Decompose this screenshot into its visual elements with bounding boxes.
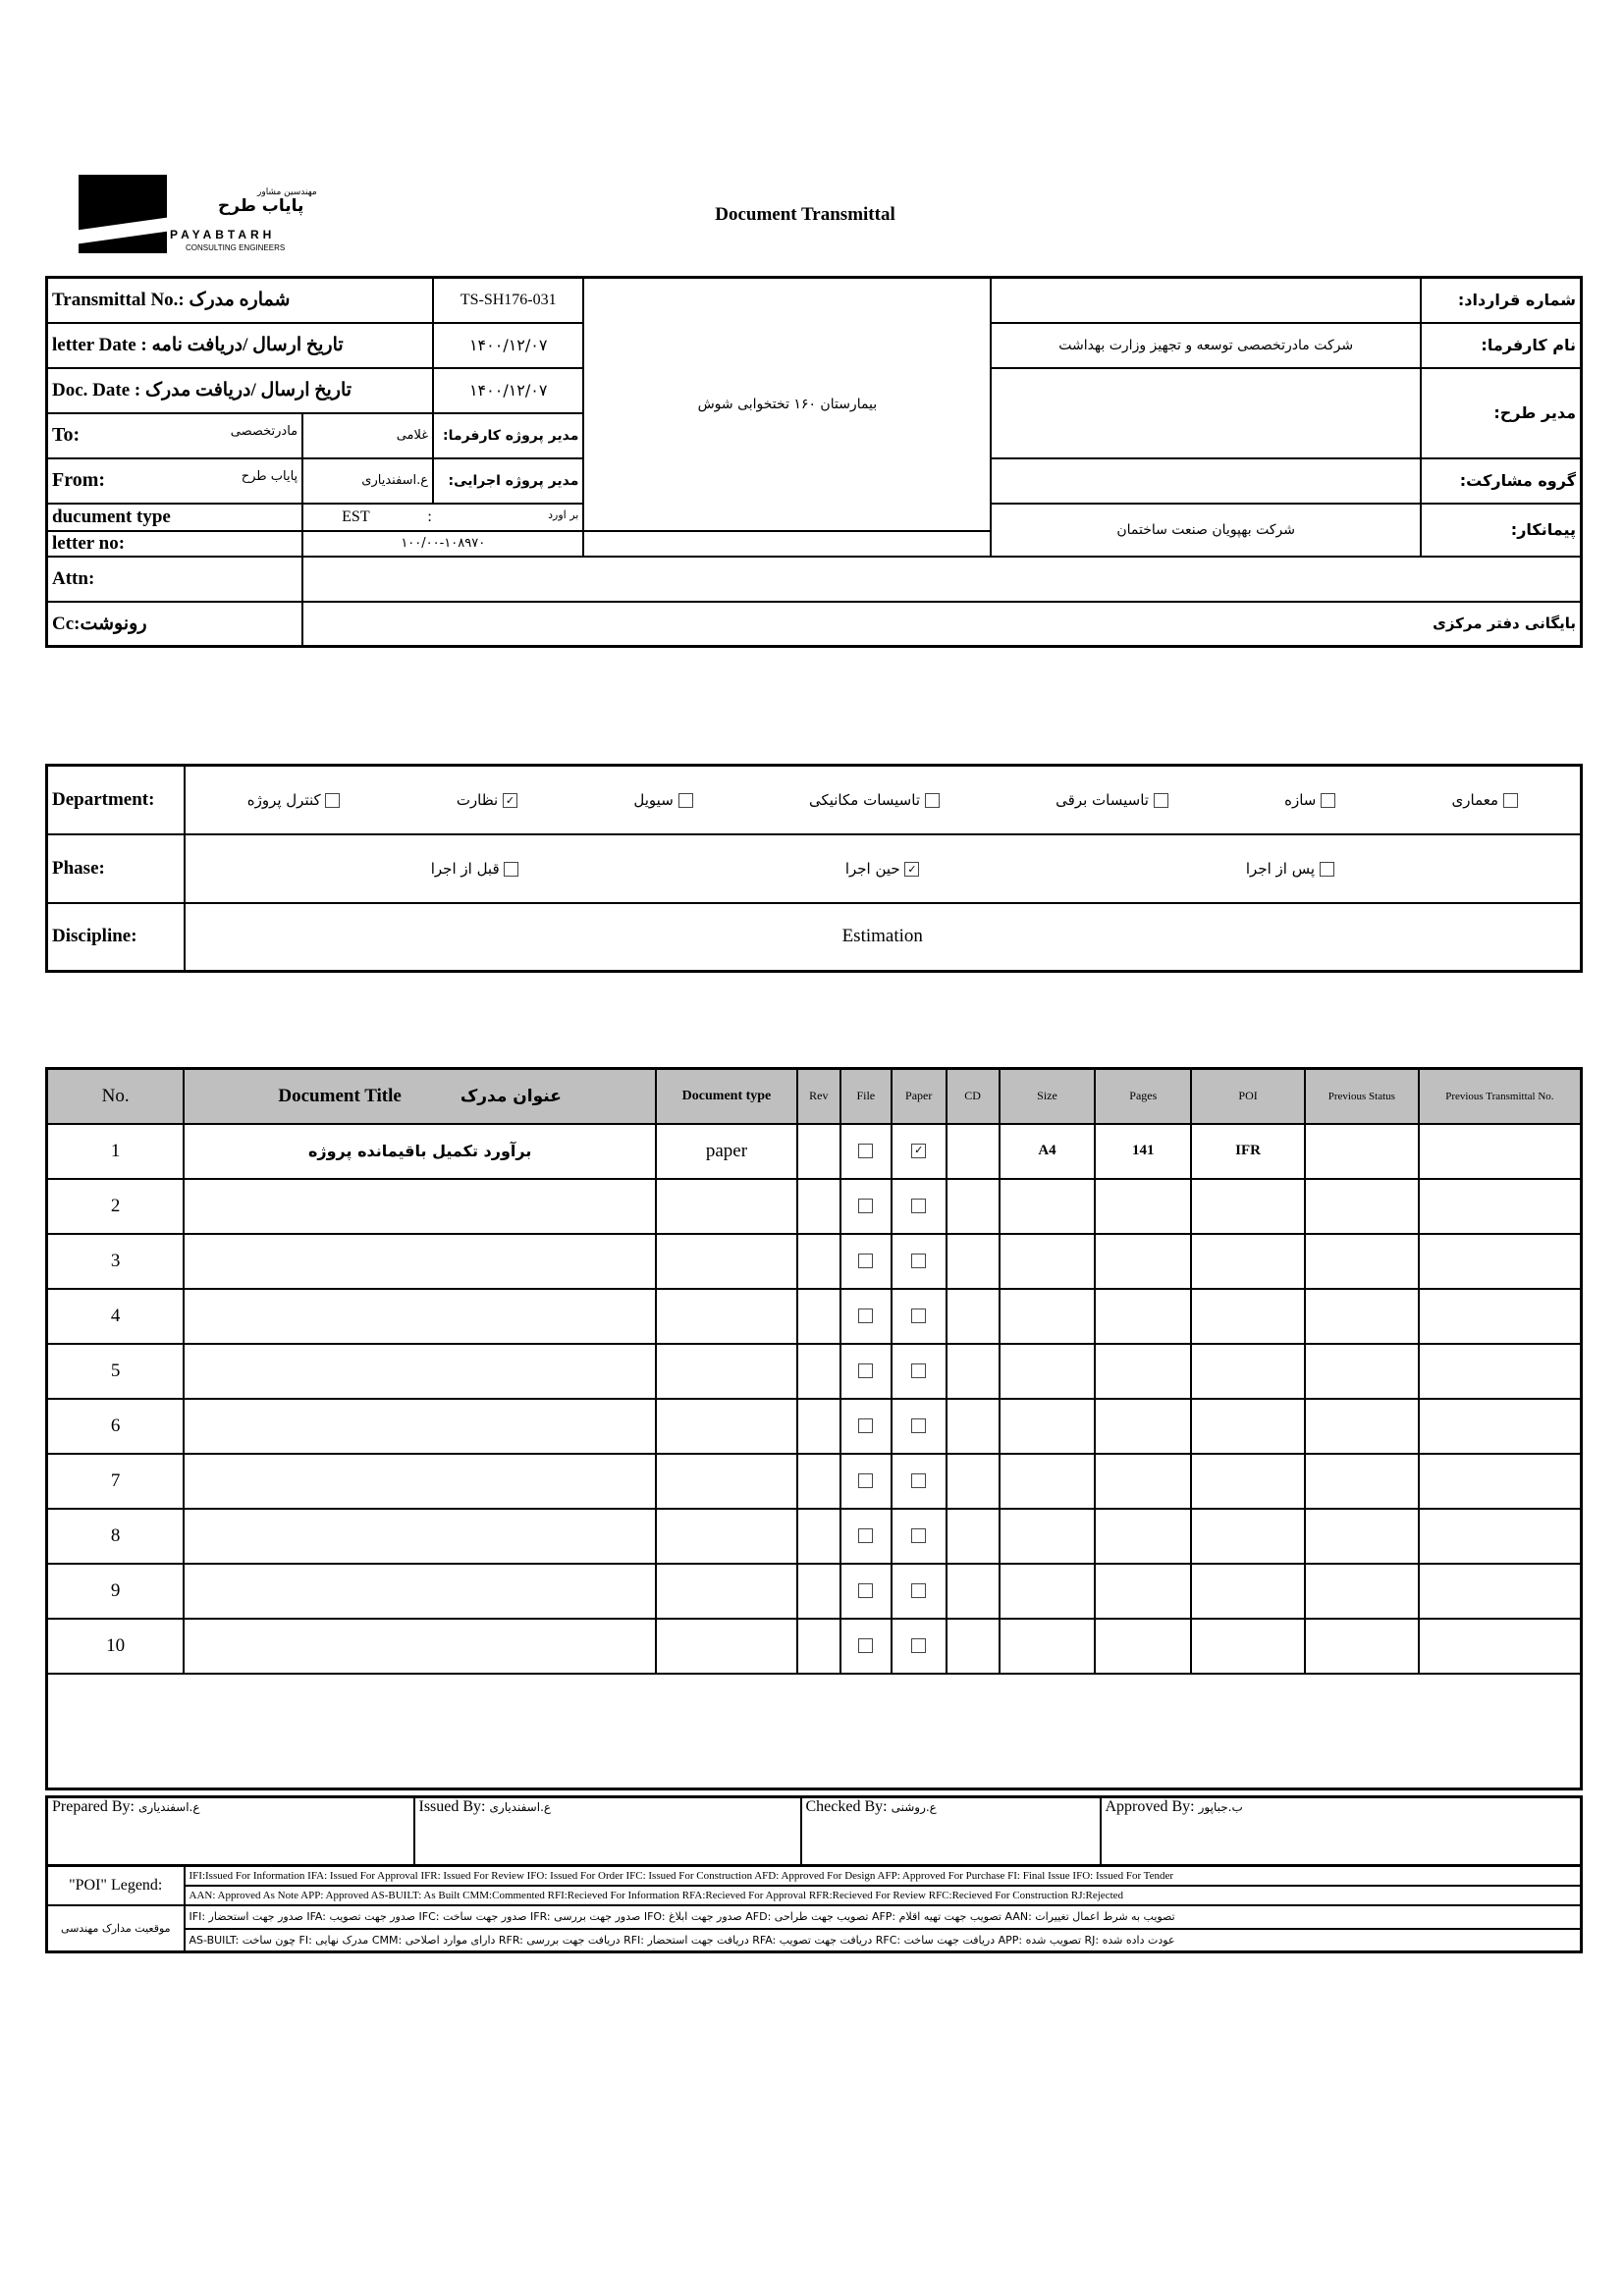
attn-label: Attn:	[47, 557, 303, 602]
row-cd	[947, 1124, 1000, 1179]
table-row	[47, 1234, 1582, 1289]
table-row	[47, 1344, 1582, 1399]
row-poi: IFR	[1191, 1124, 1305, 1179]
issued-by: Issued By: ع.اسفندیاری	[414, 1797, 801, 1866]
client-pm-label: مدیر پروژه کارفرما:	[433, 413, 583, 458]
table-row	[47, 1179, 1582, 1234]
row-pages: 141	[1095, 1124, 1191, 1179]
row-rev	[797, 1399, 840, 1454]
client-name-value: شرکت مادرتخصصی توسعه و تجهیز وزارت بهداشت	[991, 323, 1421, 368]
row-file	[840, 1179, 892, 1234]
department-option[interactable]: تاسیسات برقی	[1056, 791, 1168, 809]
department-option[interactable]: کنترل پروژه	[247, 791, 341, 809]
row-paper	[892, 1619, 947, 1674]
logo-en-subtitle: CONSULTING ENGINEERS	[186, 243, 286, 252]
row-cd	[947, 1399, 1000, 1454]
row-rev	[797, 1179, 840, 1234]
row-doc-type	[656, 1179, 797, 1234]
row-cd	[947, 1289, 1000, 1344]
row-doc-type: paper	[656, 1124, 797, 1179]
checkbox[interactable]	[858, 1528, 873, 1543]
partnership-value	[991, 458, 1421, 504]
checkbox[interactable]	[858, 1473, 873, 1488]
row-title	[184, 1509, 656, 1564]
row-rev	[797, 1234, 840, 1289]
doc-type-fa: بر اورد	[548, 507, 579, 521]
doc-type-code: EST	[342, 507, 370, 525]
row-paper	[892, 1234, 947, 1289]
row-prev-transmittal	[1419, 1344, 1582, 1399]
row-paper	[892, 1344, 947, 1399]
row-size	[1000, 1234, 1096, 1289]
row-file	[840, 1564, 892, 1619]
cc-label: Cc:رونوشت	[47, 602, 303, 647]
checkbox[interactable]	[911, 1199, 926, 1213]
info-table	[45, 276, 1583, 648]
row-cd	[947, 1454, 1000, 1509]
checkbox[interactable]	[678, 793, 693, 808]
row-pages	[1095, 1399, 1191, 1454]
approved-by: Approved By: ب.جباپور	[1101, 1797, 1582, 1866]
checkbox[interactable]	[858, 1144, 873, 1158]
row-file	[840, 1619, 892, 1674]
row-size	[1000, 1179, 1096, 1234]
row-poi	[1191, 1289, 1305, 1344]
row-poi	[1191, 1234, 1305, 1289]
doc-date-label: Doc. Date : تاریخ ارسال /دریافت مدرک	[47, 368, 434, 413]
documents-table	[45, 1067, 1583, 1790]
logo-en-name: PAYABTARH	[170, 228, 276, 241]
contractor-value: شرکت بهپویان صنعت ساختمان	[991, 504, 1421, 557]
row-prev-status	[1305, 1124, 1419, 1179]
row-paper	[892, 1179, 947, 1234]
row-doc-type	[656, 1619, 797, 1674]
row-file	[840, 1509, 892, 1564]
table-row	[47, 1289, 1582, 1344]
letter-no-label: letter no:	[47, 531, 303, 557]
table-row	[47, 1124, 1582, 1179]
row-pages	[1095, 1564, 1191, 1619]
to-label: To: مادرتخصصی	[47, 413, 303, 458]
row-prev-status	[1305, 1289, 1419, 1344]
row-file	[840, 1124, 892, 1179]
project-name: بیمارستان ۱۶۰ تختخوابی شوش	[583, 278, 991, 531]
row-title	[184, 1344, 656, 1399]
col-prev-status: Previous Status	[1305, 1069, 1419, 1124]
row-size	[1000, 1509, 1096, 1564]
from-value: پایاب طرح	[241, 469, 298, 484]
row-prev-transmittal	[1419, 1399, 1582, 1454]
legend-line-2: AAN: Approved As Note APP: Approved AS-BUILT: As Built CMM:Commented RFI:Recieved For Information RFA:Recieved For Approval RFR:Recieved For Review RFC:Recieved For Construction RJ:Rejected	[185, 1886, 1582, 1905]
col-no: No.	[47, 1069, 185, 1124]
row-prev-status	[1305, 1344, 1419, 1399]
cc-value: بایگانی دفتر مرکزی	[302, 602, 1581, 647]
row-pages	[1095, 1179, 1191, 1234]
row-file	[840, 1454, 892, 1509]
row-poi	[1191, 1344, 1305, 1399]
row-prev-status	[1305, 1179, 1419, 1234]
row-cd	[947, 1234, 1000, 1289]
department-label: Department:	[47, 766, 185, 834]
checkbox[interactable]	[1321, 793, 1335, 808]
transmittal-no-value: TS-SH176-031	[433, 278, 583, 323]
checkbox[interactable]	[858, 1308, 873, 1323]
discipline-value: Estimation	[185, 903, 1582, 972]
fa-legend-label: موقعیت مدارک مهندسی	[47, 1905, 185, 1952]
row-number: 8	[47, 1509, 185, 1564]
phase-options	[185, 834, 1582, 903]
row-title	[184, 1234, 656, 1289]
col-size: Size	[1000, 1069, 1096, 1124]
row-number: 7	[47, 1454, 185, 1509]
discipline-label: Discipline:	[47, 903, 185, 972]
fa-legend-line-2: AS-BUILT: چون ساخت FI: مدرک نهایی CMM: دارای موارد اصلاحی RFR: دریافت جهت بررسی RFI: دریافت جهت استحضار RFA: دریافت جهت تصویب RFC: دریافت جهت ساخت APP: تصویب شده RJ: عودت داده شده	[185, 1929, 1582, 1952]
logo-fa-subtitle: مهندسین مشاور	[257, 187, 317, 197]
row-rev	[797, 1344, 840, 1399]
letter-no-value: ۱۰۰/۰۰-۱۰۸۹۷۰	[302, 531, 583, 557]
row-prev-status	[1305, 1234, 1419, 1289]
checkbox[interactable]	[911, 1583, 926, 1598]
row-number: 2	[47, 1179, 185, 1234]
checkbox-checked[interactable]: ✓	[911, 1144, 926, 1158]
department-option[interactable]: تاسیسات مکانیکی	[809, 791, 940, 809]
row-prev-transmittal	[1419, 1124, 1582, 1179]
partnership-label: گروه مشارکت:	[1421, 458, 1582, 504]
table-row	[47, 1509, 1582, 1564]
row-rev	[797, 1454, 840, 1509]
col-paper: Paper	[892, 1069, 947, 1124]
row-prev-transmittal	[1419, 1454, 1582, 1509]
row-number: 4	[47, 1289, 185, 1344]
checked-by: Checked By: ع.روشنی	[801, 1797, 1101, 1866]
poi-legend-label: "POI" Legend:	[47, 1866, 185, 1905]
row-rev	[797, 1289, 840, 1344]
department-option[interactable]: ✓ نظارت	[457, 791, 517, 809]
row-title	[184, 1399, 656, 1454]
row-prev-status	[1305, 1619, 1419, 1674]
plan-manager-value	[991, 368, 1421, 458]
checkbox[interactable]	[858, 1363, 873, 1378]
contract-no-value	[991, 278, 1421, 323]
row-title	[184, 1454, 656, 1509]
doc-date-value: ۱۴۰۰/۱۲/۰۷	[433, 368, 583, 413]
row-doc-type	[656, 1454, 797, 1509]
from-label: From: پایاب طرح	[47, 458, 303, 504]
transmittal-no-label: Transmittal No.: شماره مدرک	[47, 278, 434, 323]
row-title: برآورد تکمیل باقیمانده پروژه	[184, 1124, 656, 1179]
col-title: Document Title عنوان مدرک	[184, 1069, 656, 1124]
checkbox[interactable]	[858, 1638, 873, 1653]
col-pages: Pages	[1095, 1069, 1191, 1124]
row-size	[1000, 1619, 1096, 1674]
col-cd: CD	[947, 1069, 1000, 1124]
row-number: 10	[47, 1619, 185, 1674]
fa-legend-line-1: IFI: صدور جهت استحضار IFA: صدور جهت تصویب IFC: صدور جهت ساخت IFR: صدور جهت بررسی IFO: صدور جهت ابلاغ AFD: تصویب جهت طراحی AFP: تصویب جهت تهیه اقلام AAN: تصویب به شرط اعمال تغییرات	[185, 1905, 1582, 1929]
row-cd	[947, 1344, 1000, 1399]
row-poi	[1191, 1619, 1305, 1674]
row-size	[1000, 1564, 1096, 1619]
row-doc-type	[656, 1399, 797, 1454]
row-prev-transmittal	[1419, 1619, 1582, 1674]
row-cd	[947, 1564, 1000, 1619]
row-file	[840, 1289, 892, 1344]
col-poi: POI	[1191, 1069, 1305, 1124]
row-size: A4	[1000, 1124, 1096, 1179]
checkbox[interactable]	[1320, 862, 1334, 877]
row-pages	[1095, 1289, 1191, 1344]
checkbox[interactable]	[858, 1418, 873, 1433]
row-prev-status	[1305, 1399, 1419, 1454]
checkbox[interactable]	[858, 1583, 873, 1598]
row-doc-type	[656, 1509, 797, 1564]
legend-line-1: IFI:Issued For Information IFA: Issued For Approval IFR: Issued For Review IFO: Issued For Order IFC: Issued For Construction AFD: Approved For Design AFP: Approved For Purchase FI: Final Issue IFO: Issued For Tender	[185, 1866, 1582, 1886]
row-size	[1000, 1454, 1096, 1509]
prepared-by: Prepared By: ع.اسفندیاری	[47, 1797, 414, 1866]
checkbox[interactable]	[858, 1199, 873, 1213]
exec-pm-value: ع.اسفندیاری	[302, 458, 433, 504]
client-name-label: نام کارفرما:	[1421, 323, 1582, 368]
checkbox[interactable]	[911, 1473, 926, 1488]
row-file	[840, 1344, 892, 1399]
table-row	[47, 1454, 1582, 1509]
row-size	[1000, 1289, 1096, 1344]
checkbox[interactable]	[911, 1528, 926, 1543]
signatures-table	[45, 1795, 1583, 1867]
row-title	[184, 1289, 656, 1344]
row-paper	[892, 1124, 947, 1179]
table-row	[47, 1619, 1582, 1674]
row-pages	[1095, 1454, 1191, 1509]
logo-fa-name: پایاب طرح	[218, 196, 304, 216]
row-rev	[797, 1124, 840, 1179]
row-paper	[892, 1454, 947, 1509]
row-prev-transmittal	[1419, 1289, 1582, 1344]
doc-type-value: EST : بر اورد	[302, 504, 583, 531]
row-rev	[797, 1509, 840, 1564]
row-paper	[892, 1509, 947, 1564]
row-prev-transmittal	[1419, 1509, 1582, 1564]
phase-option[interactable]: قبل از اجرا	[431, 860, 519, 878]
department-option[interactable]: سازه	[1284, 791, 1335, 809]
department-options	[185, 766, 1582, 834]
phase-option[interactable]: پس از اجرا	[1246, 860, 1334, 878]
row-cd	[947, 1179, 1000, 1234]
col-file: File	[840, 1069, 892, 1124]
row-paper	[892, 1289, 947, 1344]
page-title: Document Transmittal	[715, 204, 895, 225]
exec-pm-label: مدیر پروژه اجرایی:	[433, 458, 583, 504]
row-prev-status	[1305, 1509, 1419, 1564]
table-row	[47, 1399, 1582, 1454]
col-doc-type: Document type	[656, 1069, 797, 1124]
row-cd	[947, 1509, 1000, 1564]
doc-type-label: ducument type	[47, 504, 303, 531]
row-pages	[1095, 1619, 1191, 1674]
row-file	[840, 1234, 892, 1289]
row-paper	[892, 1564, 947, 1619]
checkbox[interactable]	[911, 1363, 926, 1378]
checkbox[interactable]	[911, 1638, 926, 1653]
checkbox[interactable]	[911, 1254, 926, 1268]
row-number: 1	[47, 1124, 185, 1179]
checkbox[interactable]	[504, 862, 518, 877]
row-number: 5	[47, 1344, 185, 1399]
row-prev-transmittal	[1419, 1179, 1582, 1234]
contract-no-label: شماره قرارداد:	[1421, 278, 1582, 323]
row-poi	[1191, 1564, 1305, 1619]
checkbox-checked[interactable]: ✓	[503, 793, 517, 808]
row-cd	[947, 1619, 1000, 1674]
col-prev-transmittal: Previous Transmittal No.	[1419, 1069, 1582, 1124]
letter-date-value: ۱۴۰۰/۱۲/۰۷	[433, 323, 583, 368]
row-number: 3	[47, 1234, 185, 1289]
checkbox[interactable]	[911, 1418, 926, 1433]
checkbox[interactable]	[1503, 793, 1518, 808]
checkbox-checked[interactable]: ✓	[904, 862, 919, 877]
table-row	[47, 1564, 1582, 1619]
checkbox[interactable]	[325, 793, 340, 808]
checkbox[interactable]	[1154, 793, 1168, 808]
row-prev-transmittal	[1419, 1234, 1582, 1289]
row-doc-type	[656, 1344, 797, 1399]
attn-value	[302, 557, 1581, 602]
row-poi	[1191, 1509, 1305, 1564]
remarks-area	[47, 1674, 1582, 1789]
row-prev-status	[1305, 1564, 1419, 1619]
row-doc-type	[656, 1289, 797, 1344]
row-rev	[797, 1619, 840, 1674]
to-value: مادرتخصصی	[230, 424, 298, 439]
letter-date-label: letter Date : تاریخ ارسال /دریافت نامه	[47, 323, 434, 368]
row-title	[184, 1564, 656, 1619]
row-title	[184, 1619, 656, 1674]
row-paper	[892, 1399, 947, 1454]
department-option[interactable]: معماری	[1452, 791, 1518, 809]
row-number: 6	[47, 1399, 185, 1454]
classification-table	[45, 764, 1583, 973]
poi-legend-table	[45, 1864, 1583, 1953]
row-size	[1000, 1344, 1096, 1399]
row-pages	[1095, 1509, 1191, 1564]
row-poi	[1191, 1179, 1305, 1234]
contractor-label: پیمانکار:	[1421, 504, 1582, 557]
col-rev: Rev	[797, 1069, 840, 1124]
row-title	[184, 1179, 656, 1234]
client-pm-value: غلامی	[302, 413, 433, 458]
row-doc-type	[656, 1564, 797, 1619]
row-prev-transmittal	[1419, 1564, 1582, 1619]
row-size	[1000, 1399, 1096, 1454]
checkbox[interactable]	[858, 1254, 873, 1268]
row-prev-status	[1305, 1454, 1419, 1509]
row-doc-type	[656, 1234, 797, 1289]
row-pages	[1095, 1234, 1191, 1289]
row-poi	[1191, 1399, 1305, 1454]
checkbox[interactable]	[911, 1308, 926, 1323]
plan-manager-label: مدیر طرح:	[1421, 368, 1582, 458]
phase-label: Phase:	[47, 834, 185, 903]
row-poi	[1191, 1454, 1305, 1509]
row-number: 9	[47, 1564, 185, 1619]
row-rev	[797, 1564, 840, 1619]
checkbox[interactable]	[925, 793, 940, 808]
phase-option[interactable]: ✓ حین اجرا	[845, 860, 920, 878]
department-option[interactable]: سیویل	[633, 791, 692, 809]
row-pages	[1095, 1344, 1191, 1399]
row-file	[840, 1399, 892, 1454]
